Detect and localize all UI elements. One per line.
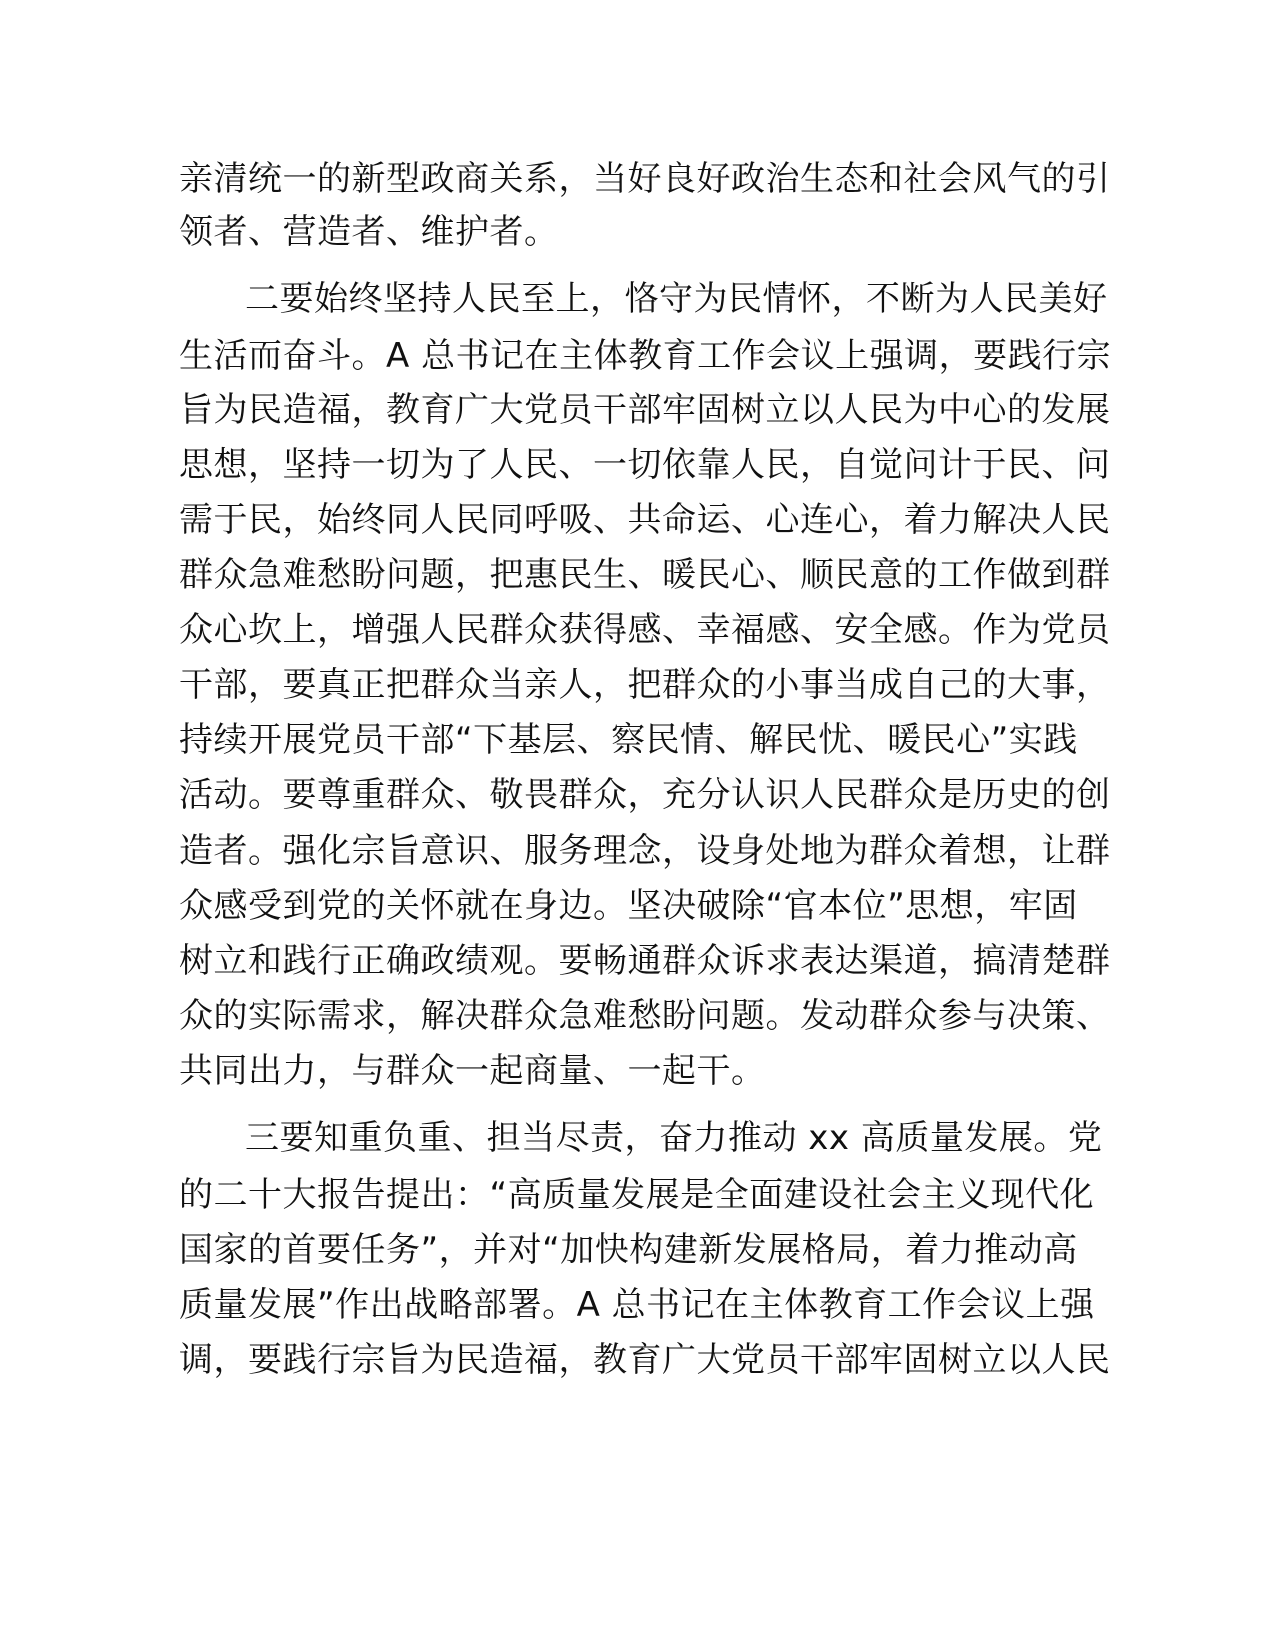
text-line: 众感受到党的关怀就在身边。坚决破除“官本位”思想，牢固 (179, 886, 1078, 926)
text-line: 众的实际需求，解决群众急难愁盼问题。发动群众参与决策、 (179, 996, 1111, 1036)
text-line: 的二十大报告提出：“高质量发展是全面建设社会主义现代化 (179, 1175, 1095, 1215)
text-line: 调，要践行宗旨为民造福，教育广大党员干部牢固树立以人民 (179, 1340, 1111, 1380)
text-line: 造者。强化宗旨意识、服务理念，设身处地为群众着想，让群 (179, 831, 1111, 871)
text-line: 亲清统一的新型政商关系，当好良好政治生态和社会风气的引 (179, 159, 1111, 199)
text-line: 生活而奋斗。A 总书记在主体教育工作会议上强调，要践行宗 (179, 336, 1112, 376)
paragraph-2-first-line: 二要始终坚持人民至上，恪守为民情怀，不断为人民美好 (245, 279, 1108, 319)
text-line: 思想，坚持一切为了人民、一切依靠人民，自觉问计于民、问 (179, 445, 1111, 485)
text-line: 共同出力，与群众一起商量、一起干。 (179, 1051, 766, 1091)
text-line: 众心坎上，增强人民群众获得感、幸福感、安全感。作为党员 (179, 610, 1111, 650)
text-line: 持续开展党员干部“下基层、察民情、解民忧、暖民心”实践 (179, 720, 1078, 760)
text-line: 需于民，始终同人民同呼吸、共命运、心连心，着力解决人民 (179, 500, 1111, 540)
text-line: 国家的首要任务”，并对“加快构建新发展格局，着力推动高 (179, 1230, 1078, 1270)
text-line: 干部，要真正把群众当亲人，把群众的小事当成自己的大事， (179, 665, 1111, 705)
text-line: 群众急难愁盼问题，把惠民生、暖民心、顺民意的工作做到群 (179, 555, 1111, 595)
text-line: 活动。要尊重群众、敬畏群众，充分认识人民群众是历史的创 (179, 775, 1111, 815)
text-line: 旨为民造福，教育广大党员干部牢固树立以人民为中心的发展 (179, 390, 1111, 430)
text-line: 质量发展”作出战略部署。A 总书记在主体教育工作会议上强 (179, 1285, 1095, 1325)
paragraph-3-first-line: 三要知重负重、担当尽责，奋力推动 xx 高质量发展。党 (245, 1118, 1103, 1158)
text-line: 树立和践行正确政绩观。要畅通群众诉求表达渠道，搞清楚群 (179, 941, 1111, 981)
text-line: 领者、营造者、维护者。 (179, 212, 559, 252)
